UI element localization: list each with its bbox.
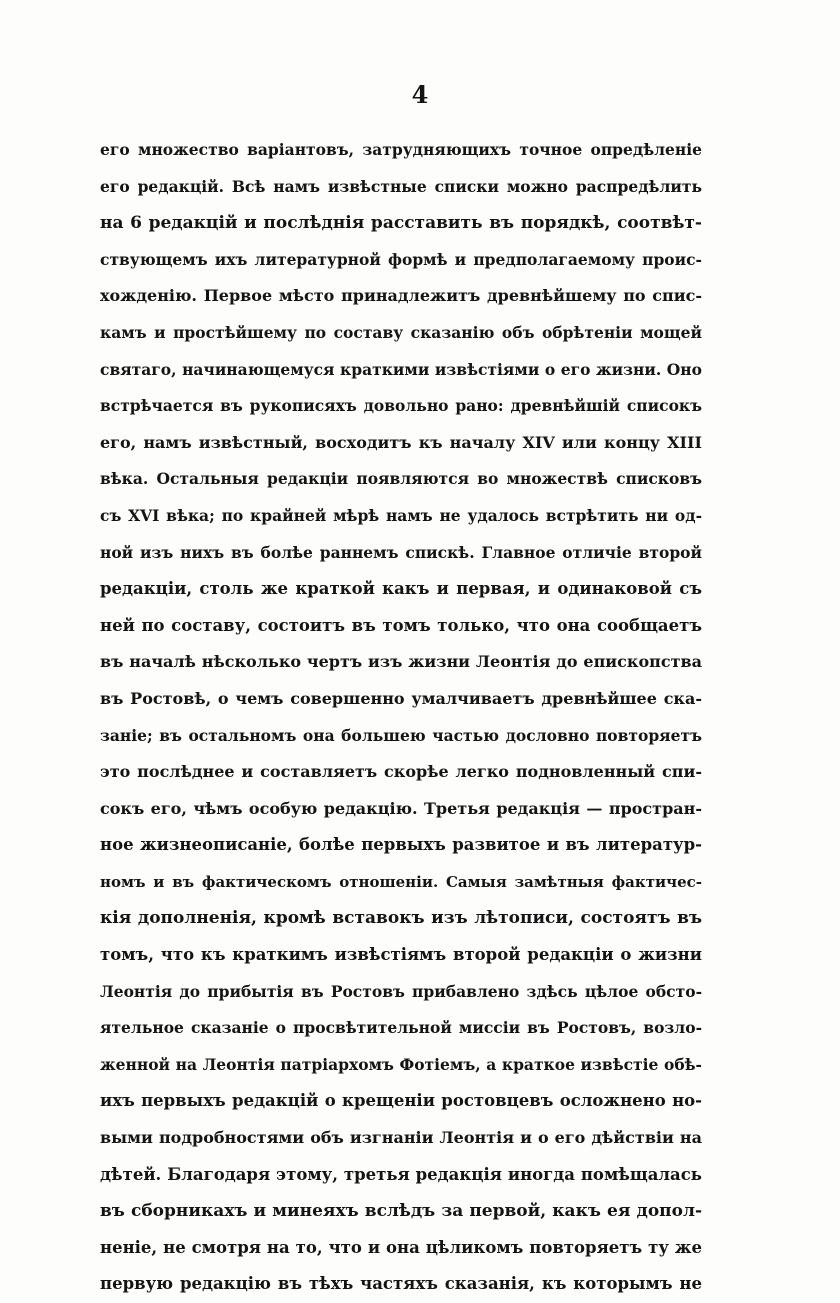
text-line: неніе, не смотря на то, что и она цѣликомъ повторяетъ ту же [100, 1237, 702, 1257]
text-line: первую редакцію въ тѣхъ частяхъ сказанія, къ которымъ не [100, 1274, 702, 1294]
text-line: святаго, начинающемуся краткими извѣстіями о его жизни. Оно [100, 359, 702, 379]
text-line: ной изъ нихъ въ болѣе раннемъ спискѣ. Главное отличіе второй [100, 542, 702, 562]
text-line: редакціи, столь же краткой какъ и первая, и одинаковой съ [100, 579, 702, 599]
text-line: камъ и простѣйшему по составу сказанію объ обрѣтеніи мощей [100, 322, 702, 342]
text-line: кія дополненія, кромѣ вставокъ изъ лѣтописи, состоятъ въ [100, 908, 702, 929]
text-line: женной на Леонтія патріархомъ Фотіемъ, а краткое извѣстіе обѣ- [100, 1054, 702, 1074]
text-line: ихъ первыхъ редакцій о крещеніи ростовцевъ осложнено но- [100, 1091, 702, 1111]
text-line: выми подробностями объ изгнаніи Леонтія и о его дѣйствіи на [100, 1128, 702, 1148]
text-line: въ Ростовѣ, о чемъ совершенно умалчиваетъ древнѣйшее ска- [100, 688, 702, 708]
text-line: его редакцій. Всѣ намъ извѣстные списки можно распредѣлить [100, 176, 702, 196]
text-line: ное жизнеописаніе, болѣе первыхъ развитое и въ литератур- [100, 835, 702, 855]
text-line: номъ и въ фактическомъ отношеніи. Самыя замѣтныя фактичес- [100, 872, 702, 891]
text-line: встрѣчается въ рукописяхъ довольно рано: древнѣйшій списокъ [100, 396, 702, 416]
text-line: на 6 редакцій и послѣднія расставить въ порядкѣ, соотвѣт- [100, 213, 702, 234]
text-line: ней по составу, состоитъ въ томъ только, что она сообщаетъ [100, 615, 702, 635]
text-line: въ началѣ нѣсколько чертъ изъ жизни Леонтія до епископства [100, 652, 702, 672]
text-line: это послѣднее и составляетъ скорѣе легко подновленный спи- [100, 762, 702, 782]
text-line: въ сборникахъ и минеяхъ вслѣдъ за первой, какъ ея допол- [100, 1201, 702, 1222]
text-line: сокъ его, чѣмъ особую редакцію. Третья редакція — простран- [100, 798, 702, 818]
text-line: Леонтія до прибытія въ Ростовъ прибавлено здѣсь цѣлое обсто- [100, 981, 702, 1001]
text-line: съ XVI вѣка; по крайней мѣрѣ намъ не удалось встрѣтить ни од- [100, 505, 702, 525]
text-line: заніе; въ остальномъ она большею частью дословно повторяетъ [100, 725, 702, 745]
text-line: томъ, что къ краткимъ извѣстіямъ второй редакціи о жизни [100, 945, 702, 965]
text-line: вѣка. Остальныя редакціи появляются во множествѣ списковъ [100, 469, 702, 489]
text-line: его, намъ извѣстный, восходитъ къ началу XIV или концу XIII [100, 432, 702, 452]
text-line: ятельное сказаніе о просвѣтительной миссіи въ Ростовъ, возло- [100, 1018, 702, 1038]
page-number: 4 [411, 80, 429, 109]
text-line: ствующемъ ихъ литературной формѣ и предполагаемому проис- [100, 249, 702, 269]
text-line: хожденію. Первое мѣсто принадлежитъ древнѣйшему по спис- [100, 286, 702, 306]
text-line: дѣтей. Благодаря этому, третья редакція иногда помѣщалась [100, 1164, 702, 1184]
body-text [100, 132, 702, 1303]
text-line: его множество варіантовъ, затрудняющихъ точное опредѣленіе [100, 140, 702, 159]
